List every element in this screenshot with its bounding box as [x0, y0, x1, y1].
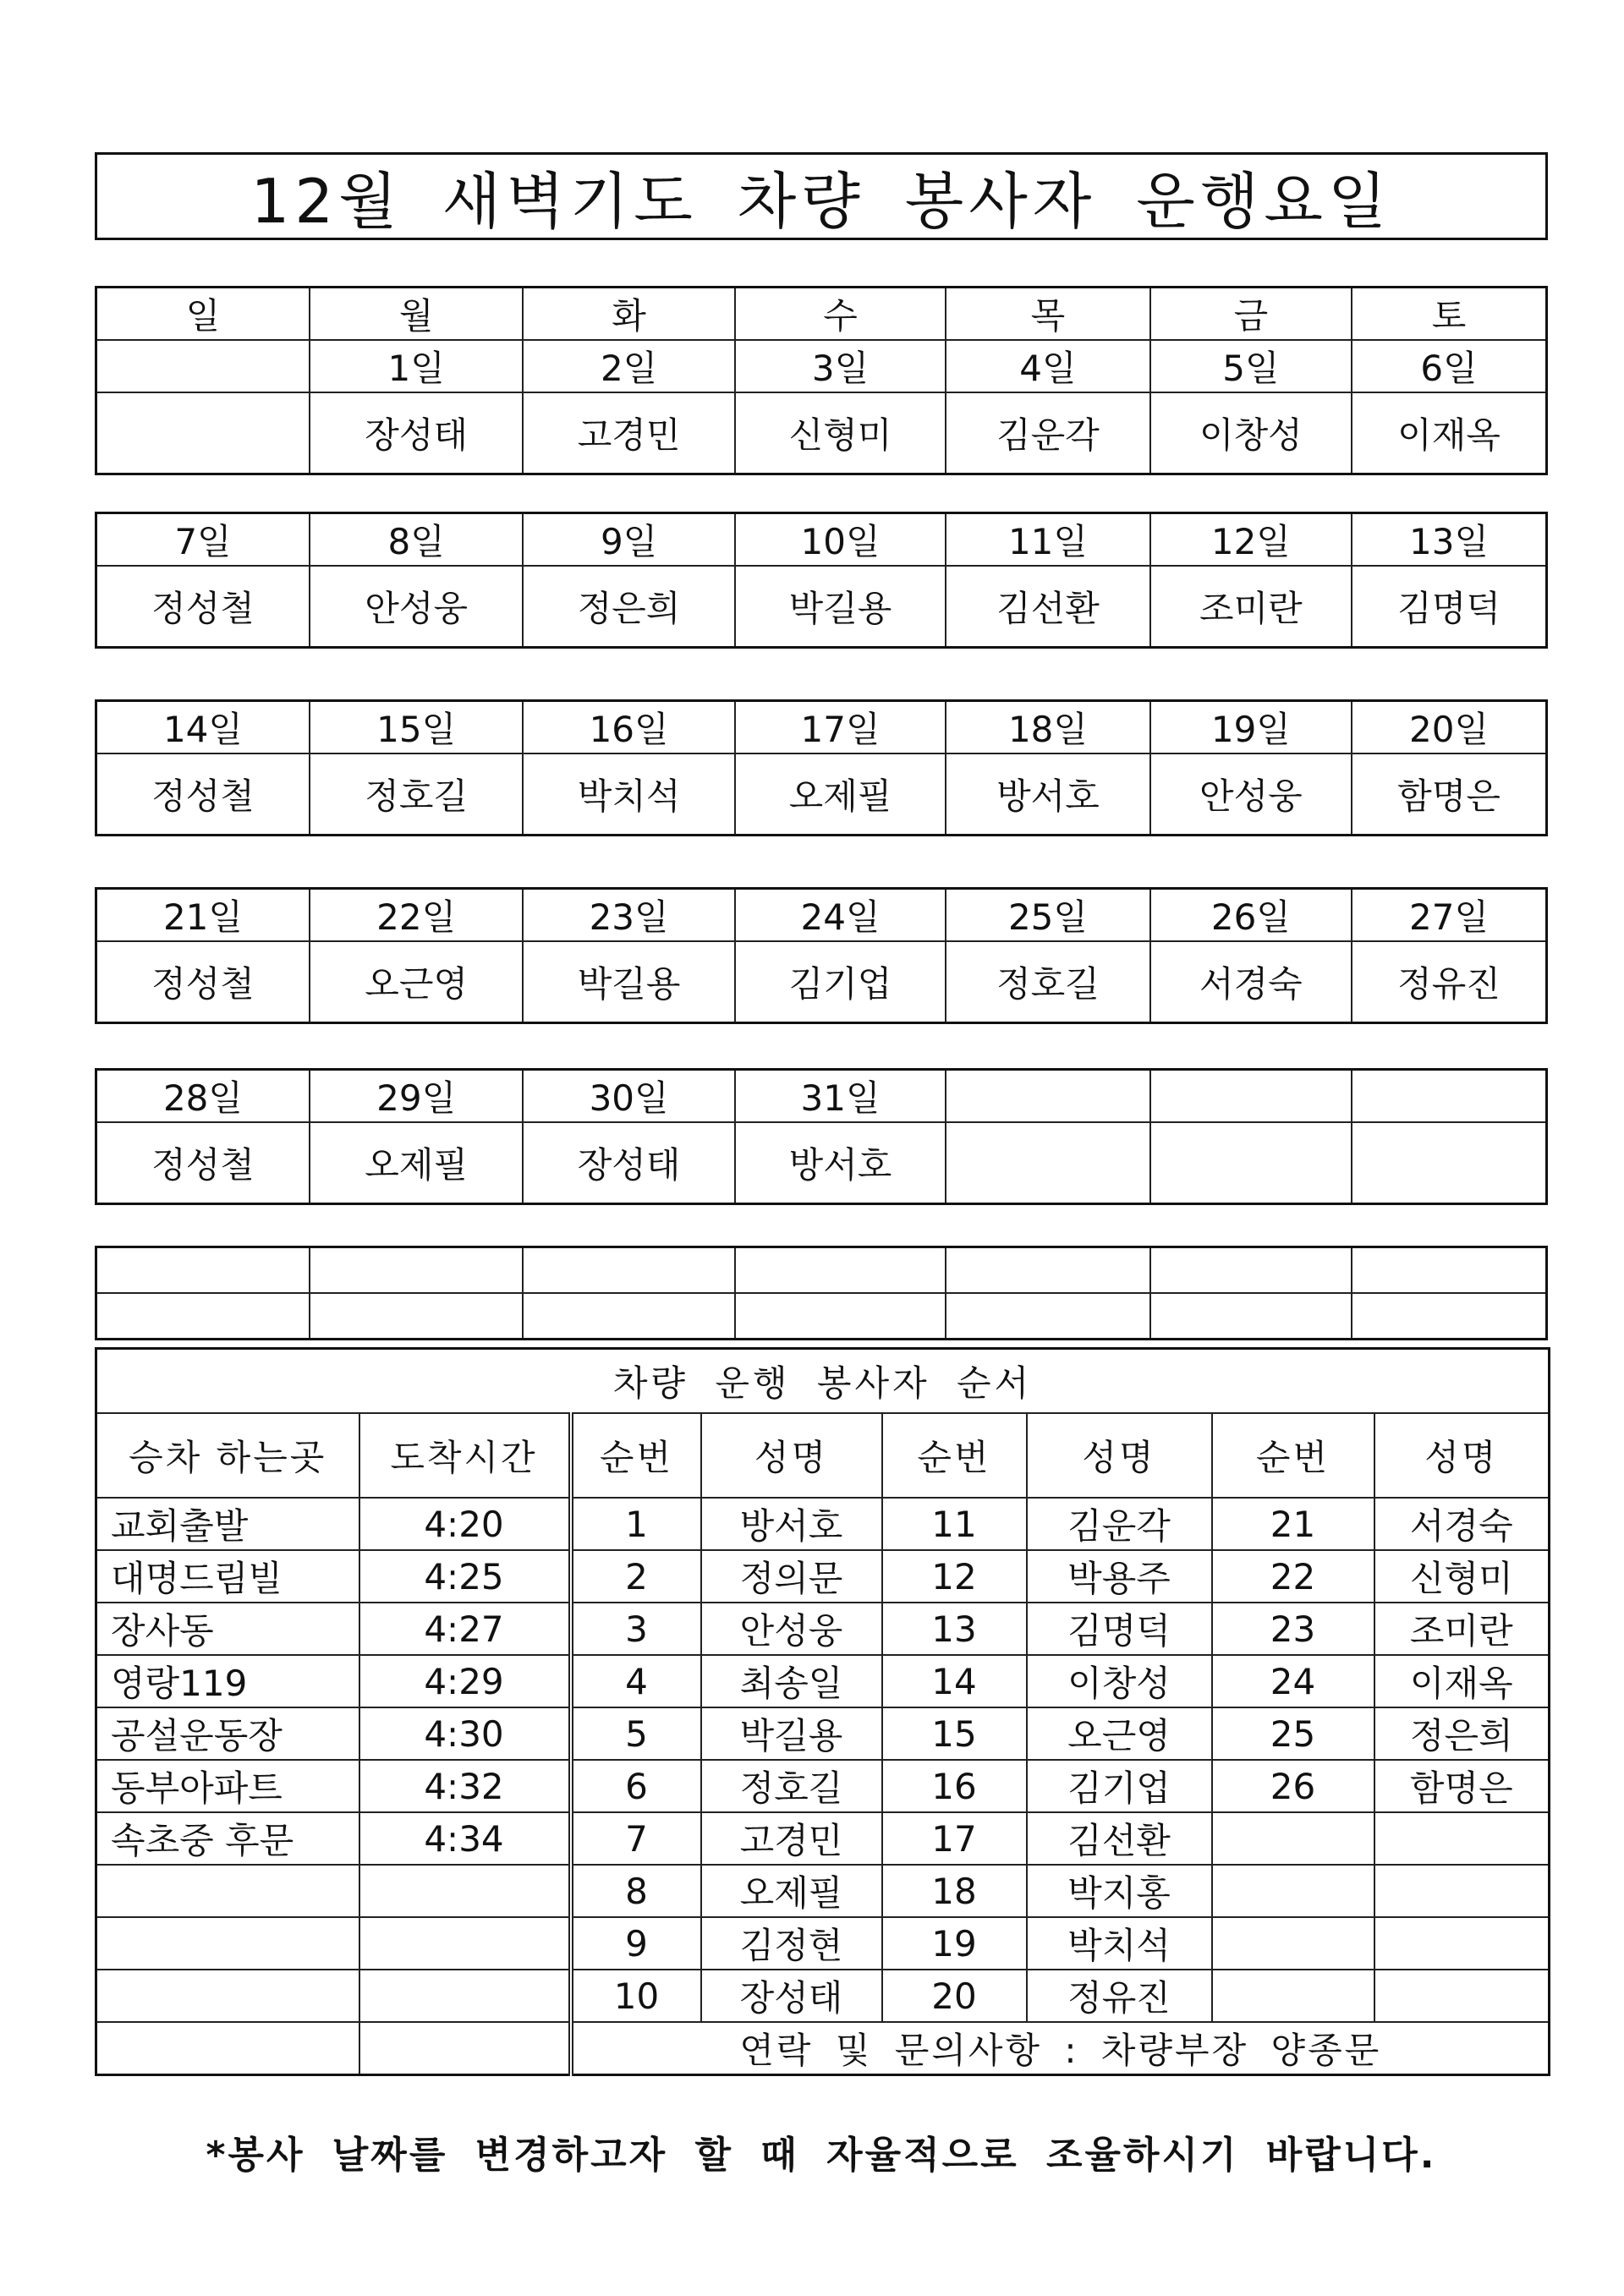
volunteer-name-cell: 고경민 [523, 392, 734, 474]
order-number-cell: 6 [571, 1760, 701, 1812]
date-cell: 24일 [735, 889, 946, 942]
order-name-cell: 방서호 [701, 1498, 882, 1550]
order-name-cell: 장성태 [701, 1970, 882, 2022]
pickup-location-cell [96, 1917, 359, 1970]
order-name-cell: 정호길 [701, 1760, 882, 1812]
order-name-cell: 조미란 [1374, 1603, 1550, 1655]
order-name-cell: 함명은 [1374, 1760, 1550, 1812]
volunteer-name-cell: 오제필 [310, 1122, 523, 1203]
blank-cell [1352, 1293, 1546, 1340]
order-number-cell: 26 [1212, 1760, 1374, 1812]
volunteer-name-cell: 조미란 [1150, 566, 1352, 647]
order-name-cell: 김선환 [1027, 1812, 1212, 1865]
date-cell: 16일 [523, 701, 734, 754]
arrival-time-cell: 4:29 [359, 1655, 571, 1707]
date-cell: 30일 [523, 1070, 734, 1123]
volunteer-name-cell: 정은희 [523, 566, 734, 647]
date-cell: 28일 [96, 1070, 310, 1123]
volunteer-name-cell: 김명덕 [1352, 566, 1546, 647]
date-cell: 4일 [946, 340, 1149, 392]
order-number-cell [1212, 1812, 1374, 1865]
volunteer-name-cell: 박치석 [523, 753, 734, 835]
blank-grid [95, 1246, 1548, 1340]
blank-cell [1150, 1247, 1352, 1294]
order-column-header: 도착시간 [359, 1413, 571, 1498]
volunteer-name-cell: 안성웅 [1150, 753, 1352, 835]
blank-cell [310, 1247, 523, 1294]
order-section-title: 차량 운행 봉사자 순서 [96, 1349, 1550, 1414]
pickup-location-cell [96, 1865, 359, 1917]
volunteer-name-cell: 정성철 [96, 1122, 310, 1203]
order-number-cell: 12 [882, 1550, 1027, 1603]
volunteer-name-cell: 오근영 [310, 941, 523, 1022]
volunteer-name-cell: 정성철 [96, 566, 310, 647]
weekday-header: 토 [1352, 288, 1546, 341]
order-number-cell: 25 [1212, 1707, 1374, 1760]
order-number-cell: 15 [882, 1707, 1027, 1760]
weekday-header: 일 [96, 288, 310, 341]
volunteer-name-cell: 정유진 [1352, 941, 1546, 1022]
volunteer-name-cell: 박길용 [735, 566, 946, 647]
order-number-cell: 7 [571, 1812, 701, 1865]
order-number-cell: 3 [571, 1603, 701, 1655]
order-name-cell: 박길용 [701, 1707, 882, 1760]
date-cell: 26일 [1150, 889, 1352, 942]
date-cell: 22일 [310, 889, 523, 942]
blank-cell [735, 1293, 946, 1340]
order-number-cell: 24 [1212, 1655, 1374, 1707]
order-number-cell: 20 [882, 1970, 1027, 2022]
order-name-cell: 정유진 [1027, 1970, 1212, 2022]
date-cell: 12일 [1150, 513, 1352, 567]
order-name-cell: 김명덕 [1027, 1603, 1212, 1655]
date-cell: 6일 [1352, 340, 1546, 392]
order-name-cell: 김운각 [1027, 1498, 1212, 1550]
order-name-cell: 이재옥 [1374, 1655, 1550, 1707]
pickup-location-cell: 대명드림빌 [96, 1550, 359, 1603]
volunteer-name-cell: 장성태 [523, 1122, 734, 1203]
date-cell: 10일 [735, 513, 946, 567]
order-name-cell: 정의문 [701, 1550, 882, 1603]
order-column-header: 성명 [1374, 1413, 1550, 1498]
volunteer-name-cell: 정호길 [310, 753, 523, 835]
order-number-cell: 2 [571, 1550, 701, 1603]
order-column-header: 승차 하는곳 [96, 1413, 359, 1498]
pickup-location-cell: 영랑119 [96, 1655, 359, 1707]
date-cell [946, 1070, 1149, 1123]
weekday-header: 월 [310, 288, 523, 341]
arrival-time-cell: 4:25 [359, 1550, 571, 1603]
volunteer-name-cell: 이창성 [1150, 392, 1352, 474]
volunteer-name-cell [96, 392, 310, 474]
order-name-cell: 서경숙 [1374, 1498, 1550, 1550]
order-column-header: 성명 [1027, 1413, 1212, 1498]
order-number-cell [1212, 1970, 1374, 2022]
order-name-cell: 박치석 [1027, 1917, 1212, 1970]
blank-cell [523, 1247, 734, 1294]
date-cell: 8일 [310, 513, 523, 567]
weekday-header: 수 [735, 288, 946, 341]
order-column-header: 성명 [701, 1413, 882, 1498]
date-cell: 13일 [1352, 513, 1546, 567]
order-number-cell: 10 [571, 1970, 701, 2022]
order-column-header: 순번 [571, 1413, 701, 1498]
date-cell: 27일 [1352, 889, 1546, 942]
date-cell: 23일 [523, 889, 734, 942]
arrival-time-cell: 4:27 [359, 1603, 571, 1655]
pickup-location-cell: 속초중 후문 [96, 1812, 359, 1865]
notice-text: *봉사 날짜를 변경하고자 할 때 자율적으로 조율하시기 바랍니다. [206, 2134, 1437, 2177]
date-cell: 31일 [735, 1070, 946, 1123]
order-number-cell [1212, 1917, 1374, 1970]
pickup-location-cell [96, 1970, 359, 2022]
date-cell: 3일 [735, 340, 946, 392]
calendar-week-5 [95, 1068, 1548, 1205]
order-number-cell [1212, 1865, 1374, 1917]
order-name-cell: 이창성 [1027, 1655, 1212, 1707]
pickup-location-cell: 교회출발 [96, 1498, 359, 1550]
volunteer-name-cell: 신형미 [735, 392, 946, 474]
calendar-week-3 [95, 699, 1548, 836]
volunteer-name-cell [1150, 1122, 1352, 1203]
order-number-cell: 4 [571, 1655, 701, 1707]
calendar-week-1 [95, 286, 1548, 475]
order-number-cell: 9 [571, 1917, 701, 1970]
date-cell: 19일 [1150, 701, 1352, 754]
date-cell: 29일 [310, 1070, 523, 1123]
blank-cell [310, 1293, 523, 1340]
arrival-time-cell: 4:32 [359, 1760, 571, 1812]
pickup-location-cell: 공설운동장 [96, 1707, 359, 1760]
date-cell: 21일 [96, 889, 310, 942]
order-name-cell: 안성웅 [701, 1603, 882, 1655]
arrival-time-cell [359, 1865, 571, 1917]
blank-cell [1352, 1247, 1546, 1294]
order-number-cell: 8 [571, 1865, 701, 1917]
volunteer-name-cell: 박길용 [523, 941, 734, 1022]
date-cell: 1일 [310, 340, 523, 392]
date-cell: 15일 [310, 701, 523, 754]
date-cell [1150, 1070, 1352, 1123]
volunteer-name-cell: 이재옥 [1352, 392, 1546, 474]
blank-cell [735, 1247, 946, 1294]
order-name-cell: 정은희 [1374, 1707, 1550, 1760]
order-name-cell: 오근영 [1027, 1707, 1212, 1760]
volunteer-name-cell: 김기업 [735, 941, 946, 1022]
blank-cell [96, 1293, 310, 1340]
volunteer-name-cell: 안성웅 [310, 566, 523, 647]
arrival-time-cell: 4:20 [359, 1498, 571, 1550]
order-name-cell [1374, 1812, 1550, 1865]
contact-info: 연락 및 문의사항 : 차량부장 양종문 [571, 2022, 1550, 2075]
blank-cell [946, 1293, 1149, 1340]
order-name-cell: 오제필 [701, 1865, 882, 1917]
arrival-time-cell [359, 1970, 571, 2022]
order-name-cell: 박용주 [1027, 1550, 1212, 1603]
order-name-cell: 신형미 [1374, 1550, 1550, 1603]
date-cell: 7일 [96, 513, 310, 567]
order-name-cell: 고경민 [701, 1812, 882, 1865]
date-cell [1352, 1070, 1546, 1123]
blank-cell [96, 2022, 359, 2075]
date-cell: 5일 [1150, 340, 1352, 392]
volunteer-name-cell: 방서호 [735, 1122, 946, 1203]
weekday-header: 목 [946, 288, 1149, 341]
volunteer-name-cell: 김운각 [946, 392, 1149, 474]
order-number-cell: 16 [882, 1760, 1027, 1812]
order-name-cell: 김정현 [701, 1917, 882, 1970]
order-number-cell: 19 [882, 1917, 1027, 1970]
date-cell: 9일 [523, 513, 734, 567]
order-number-cell: 23 [1212, 1603, 1374, 1655]
weekday-header: 금 [1150, 288, 1352, 341]
order-column-header: 순번 [1212, 1413, 1374, 1498]
order-column-header: 순번 [882, 1413, 1027, 1498]
blank-cell [96, 1247, 310, 1294]
order-number-cell: 21 [1212, 1498, 1374, 1550]
blank-cell [359, 2022, 571, 2075]
order-number-cell: 18 [882, 1865, 1027, 1917]
order-name-cell: 박지홍 [1027, 1865, 1212, 1917]
calendar-week-2 [95, 512, 1548, 649]
order-name-cell [1374, 1917, 1550, 1970]
order-number-cell: 1 [571, 1498, 701, 1550]
volunteer-name-cell: 오제필 [735, 753, 946, 835]
volunteer-name-cell: 방서호 [946, 753, 1149, 835]
order-number-cell: 13 [882, 1603, 1027, 1655]
arrival-time-cell: 4:30 [359, 1707, 571, 1760]
volunteer-name-cell: 함명은 [1352, 753, 1546, 835]
order-name-cell [1374, 1970, 1550, 2022]
page-title: 12월 새벽기도 차량 봉사자 운행요일 [95, 152, 1548, 240]
pickup-location-cell: 장사동 [96, 1603, 359, 1655]
calendar-week-4 [95, 887, 1548, 1024]
order-name-cell: 최송일 [701, 1655, 882, 1707]
date-cell: 17일 [735, 701, 946, 754]
date-cell: 18일 [946, 701, 1149, 754]
blank-cell [1150, 1293, 1352, 1340]
weekday-header: 화 [523, 288, 734, 341]
volunteer-name-cell [946, 1122, 1149, 1203]
date-cell [96, 340, 310, 392]
volunteer-name-cell: 장성태 [310, 392, 523, 474]
volunteer-name-cell: 정성철 [96, 753, 310, 835]
date-cell: 11일 [946, 513, 1149, 567]
arrival-time-cell [359, 1917, 571, 1970]
volunteer-name-cell: 정성철 [96, 941, 310, 1022]
date-cell: 25일 [946, 889, 1149, 942]
order-number-cell: 5 [571, 1707, 701, 1760]
order-number-cell: 14 [882, 1655, 1027, 1707]
order-number-cell: 17 [882, 1812, 1027, 1865]
date-cell: 20일 [1352, 701, 1546, 754]
order-name-cell [1374, 1865, 1550, 1917]
blank-cell [523, 1293, 734, 1340]
volunteer-name-cell [1352, 1122, 1546, 1203]
volunteer-name-cell: 김선환 [946, 566, 1149, 647]
order-name-cell: 김기업 [1027, 1760, 1212, 1812]
volunteer-name-cell: 정호길 [946, 941, 1149, 1022]
order-number-cell: 22 [1212, 1550, 1374, 1603]
order-number-cell: 11 [882, 1498, 1027, 1550]
blank-cell [946, 1247, 1149, 1294]
date-cell: 2일 [523, 340, 734, 392]
pickup-location-cell: 동부아파트 [96, 1760, 359, 1812]
volunteer-name-cell: 서경숙 [1150, 941, 1352, 1022]
arrival-time-cell: 4:34 [359, 1812, 571, 1865]
date-cell: 14일 [96, 701, 310, 754]
driver-order-table [95, 1347, 1550, 2076]
